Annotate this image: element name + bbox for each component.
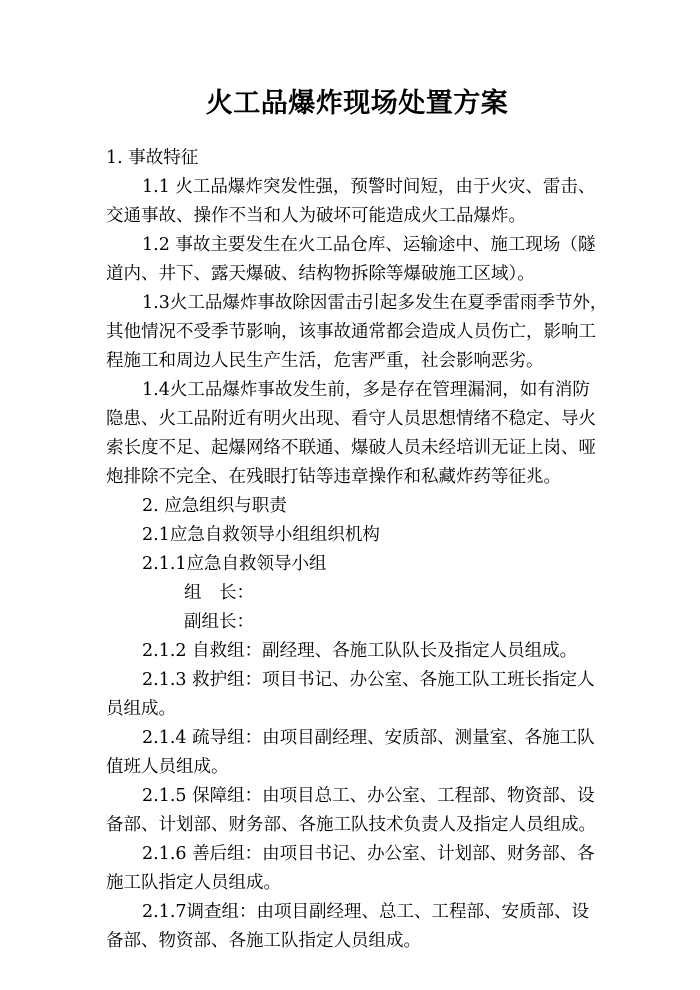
text-line: 1. 事故特征 [106, 148, 199, 168]
text-line: 2.1.2 自救组：副经理、各施工队队长及指定人员组成。 [142, 641, 578, 661]
text-line: 员组成。 [106, 699, 176, 719]
text-line: 2.1.4 疏导组：由项目副经理、安质部、测量室、各施工队 [142, 728, 595, 748]
text-line: 1.4火工品爆炸事故发生前，多是存在管理漏洞，如有消防 [142, 380, 590, 400]
text-line: 2.1应急自救领导小组组织机构 [142, 525, 380, 545]
document-body [106, 144, 608, 956]
text-line: 2.1.7调查组：由项目副经理、总工、工程部、安质部、设 [142, 902, 590, 922]
text-line: 隐患、火工品附近有明火出现、看守人员思想情绪不稳定、导火 [106, 409, 596, 429]
text-line: 副组长： [184, 612, 254, 632]
text-line: 备部、计划部、财务部、各施工队技术负责人及指定人员组成。 [106, 815, 596, 835]
text-line: 其他情况不受季节影响，该事故通常都会造成人员伤亡，影响工 [106, 322, 596, 342]
text-line: 道内、井下、露天爆破、结构物拆除等爆破施工区域）。 [106, 264, 535, 284]
text-line: 1.1 火工品爆炸突发性强，预警时间短，由于火灾、雷击、 [142, 177, 596, 197]
text-line: 炮排除不完全、在残眼打钻等违章操作和私藏炸药等征兆。 [106, 467, 561, 487]
text-line: 值班人员组成。 [106, 757, 229, 777]
text-line: 2. 应急组织与职责 [142, 496, 287, 516]
text-line: 索长度不足、起爆网络不联通、爆破人员未经培训无证上岗、哑 [106, 438, 596, 458]
text-line: 2.1.3 救护组：项目书记、办公室、各施工队工班长指定人 [142, 670, 595, 690]
text-line: 组 长： [184, 583, 254, 603]
text-line: 程施工和周边人民生产生活，危害严重，社会影响恶劣。 [106, 351, 544, 371]
text-line: 施工队指定人员组成。 [106, 873, 281, 893]
text-line: 交通事故、操作不当和人为破坏可能造成火工品爆炸。 [106, 206, 526, 226]
text-line: 2.1.5 保障组：由项目总工、办公室、工程部、物资部、设 [142, 786, 595, 806]
text-line: 2.1.6 善后组：由项目书记、办公室、计划部、财务部、各 [142, 844, 595, 864]
text-line: 1.2 事故主要发生在火工品仓库、运输途中、施工现场（隧 [142, 235, 596, 255]
text-line: 2.1.1应急自救领导小组 [142, 554, 327, 574]
page-title: 火工品爆炸现场处置方案 [205, 88, 509, 119]
text-line: 1.3火工品爆炸事故除因雷击引起多发生在夏季雷雨季节外， [142, 293, 608, 313]
text-line: 备部、物资部、各施工队指定人员组成。 [106, 931, 421, 951]
